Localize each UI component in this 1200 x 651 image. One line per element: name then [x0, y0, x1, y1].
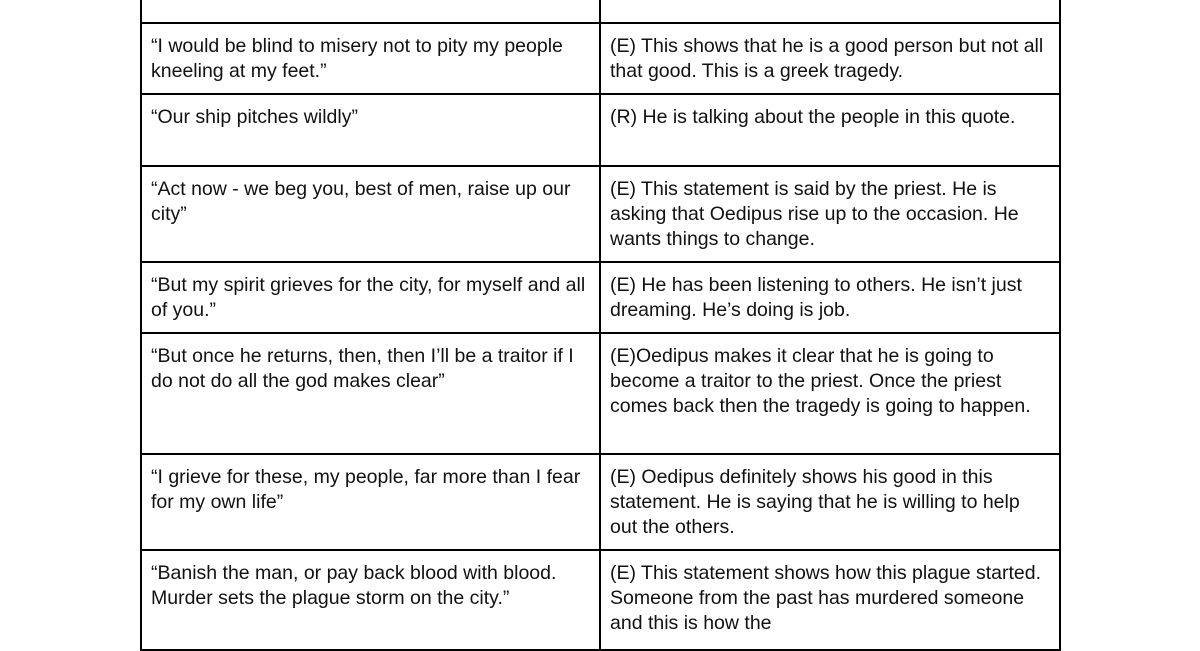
- table-row: [141, 0, 1060, 23]
- quote-cell: “Banish the man, or pay back blood with blood. Murder sets the plague storm on the city.”: [141, 550, 600, 650]
- quote-cell: “I would be blind to misery not to pity my people kneeling at my feet.”: [141, 23, 600, 94]
- table-row: [141, 454, 1060, 550]
- quote-cell: “Our ship pitches wildly”: [141, 94, 600, 166]
- note-cell: (E)Oedipus makes it clear that he is going to become a traitor to the priest. Once the priest comes back then the tragedy is going to happen.: [600, 333, 1060, 454]
- table-row: [141, 94, 1060, 166]
- table-row: [141, 166, 1060, 262]
- note-cell: (E) He has been listening to others. He isn’t just dreaming. He’s doing is job.: [600, 262, 1060, 333]
- quote-cell: [141, 0, 600, 23]
- table-row: [141, 262, 1060, 333]
- note-cell: [600, 0, 1060, 23]
- quote-cell: “Act now - we beg you, best of men, raise up our city”: [141, 166, 600, 262]
- note-cell: (E) This statement shows how this plague started. Someone from the past has murdered someone and this is how the: [600, 550, 1060, 650]
- note-cell: (E) This shows that he is a good person but not all that good. This is a greek tragedy.: [600, 23, 1060, 94]
- quote-cell: “But once he returns, then, then I’ll be a traitor if I do not do all the god makes clear”: [141, 333, 600, 454]
- note-cell: (R) He is talking about the people in this quote.: [600, 94, 1060, 166]
- quote-analysis-table: [140, 0, 1061, 651]
- table-row: [141, 23, 1060, 94]
- quote-cell: “I grieve for these, my people, far more than I fear for my own life”: [141, 454, 600, 550]
- table-row: [141, 550, 1060, 650]
- table-body: [141, 0, 1060, 650]
- note-cell: (E) This statement is said by the priest. He is asking that Oedipus rise up to the occasion. He wants things to change.: [600, 166, 1060, 262]
- table-row: [141, 333, 1060, 454]
- quote-analysis-table-wrapper: [140, 0, 1059, 651]
- note-cell: (E) Oedipus definitely shows his good in this statement. He is saying that he is willing to help out the others.: [600, 454, 1060, 550]
- quote-cell: “But my spirit grieves for the city, for myself and all of you.”: [141, 262, 600, 333]
